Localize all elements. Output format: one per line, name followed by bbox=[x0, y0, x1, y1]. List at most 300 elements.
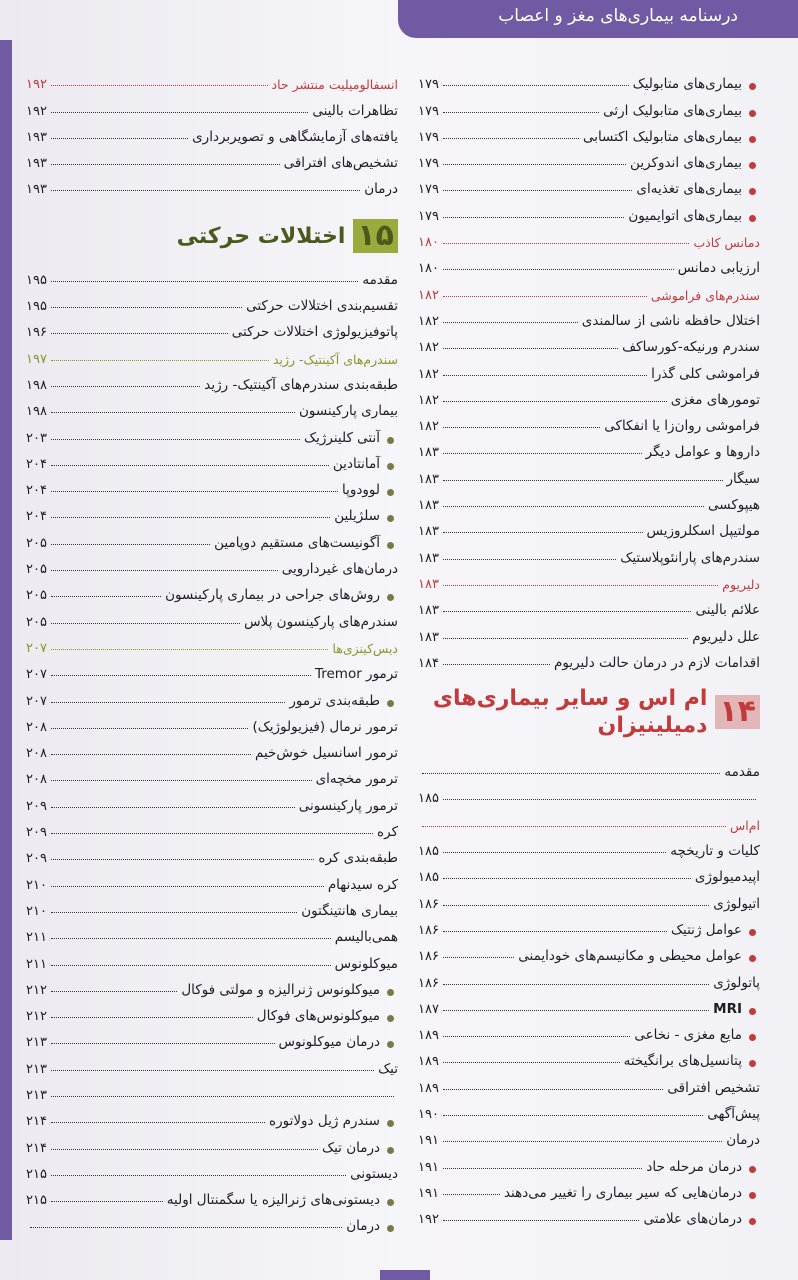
toc-entry-page: ۲۰۳ bbox=[26, 430, 47, 446]
toc-entry-title: MRI bbox=[713, 1001, 760, 1017]
toc-entry-page: ۱۹۲ bbox=[26, 103, 47, 119]
toc-entry-page: ۱۸۵ bbox=[418, 791, 439, 807]
toc-entry-title: دیس‌کینزی‌ها bbox=[332, 640, 398, 656]
dot-leader bbox=[51, 807, 295, 808]
toc-entry bbox=[418, 566, 760, 592]
toc-entry bbox=[418, 645, 760, 671]
toc-entry bbox=[418, 1069, 760, 1095]
toc-entry-title: علل دلیریوم bbox=[692, 628, 760, 645]
toc-entry-page: ۲۰۴ bbox=[26, 456, 47, 472]
chapter-14-heading bbox=[418, 685, 760, 740]
toc-entry-title: میوکلونوس bbox=[334, 955, 398, 972]
toc-entry-title: بیماری هانتینگتون bbox=[301, 902, 398, 919]
toc-entry-title: بیماری‌های متابولیک bbox=[633, 76, 760, 92]
toc-entry-title: سندرم‌های پارکینسون پلاس bbox=[244, 613, 398, 630]
toc-entry-page: ۱۷۹ bbox=[418, 182, 439, 198]
toc-entry-page: ۱۸۰ bbox=[418, 261, 439, 277]
toc-entry-title: اپیدمیولوژی bbox=[694, 869, 760, 886]
toc-entry-page: ۲۱۳ bbox=[26, 1087, 47, 1103]
dot-leader bbox=[422, 773, 720, 774]
toc-entry-page: ۱۹۱ bbox=[418, 1159, 439, 1175]
toc-entry bbox=[418, 119, 760, 145]
dot-leader bbox=[51, 138, 188, 139]
toc-entry-title: روش‌های جراحی در بیماری پارکینسون bbox=[165, 587, 398, 603]
dot-leader bbox=[443, 1168, 642, 1169]
toc-entry bbox=[418, 92, 760, 118]
toc-entry-page: ۱۸۵ bbox=[418, 844, 439, 860]
toc-entry-title: تومورهای مغزی bbox=[670, 391, 760, 408]
dot-leader bbox=[443, 878, 691, 879]
toc-entry-title: فراموشی کلی گذرا bbox=[651, 365, 760, 382]
dot-leader bbox=[443, 957, 514, 958]
toc-entry bbox=[418, 592, 760, 618]
toc-entry bbox=[26, 340, 398, 366]
toc-entry bbox=[26, 446, 398, 472]
toc-entry-title: درمان میوکلونوس bbox=[279, 1034, 398, 1050]
dot-leader bbox=[51, 1017, 253, 1018]
toc-entry-title: بیماری‌های اندوکرین bbox=[630, 155, 760, 171]
toc-entry bbox=[418, 780, 760, 806]
toc-entry bbox=[418, 513, 760, 539]
chapter-number: ۱۵ bbox=[353, 219, 398, 253]
dot-leader bbox=[51, 780, 312, 781]
toc-entry-page: ۱۸۵ bbox=[418, 870, 439, 886]
dot-leader bbox=[51, 886, 324, 887]
toc-entry-title: سندرم ژیل دولاتوره bbox=[269, 1113, 398, 1129]
dot-leader bbox=[51, 623, 240, 624]
toc-entry bbox=[418, 859, 760, 885]
toc-entry bbox=[418, 487, 760, 513]
toc-entry-page: ۲۱۰ bbox=[26, 903, 47, 919]
dot-leader bbox=[51, 1175, 346, 1176]
dot-leader bbox=[443, 296, 647, 297]
dot-leader bbox=[443, 217, 624, 218]
dot-leader bbox=[443, 190, 632, 191]
toc-entry-title: پتانسیل‌های برانگیخته bbox=[624, 1053, 760, 1069]
toc-entry-page: ۲۰۹ bbox=[26, 825, 47, 841]
toc-entry-page: ۲۰۷ bbox=[26, 667, 47, 683]
toc-entry bbox=[418, 938, 760, 964]
toc-entry bbox=[26, 1024, 398, 1050]
toc-entry-title: طبقه‌بندی ترمور bbox=[289, 693, 398, 709]
toc-entry-title: بیماری پارکینسون bbox=[298, 403, 398, 420]
toc-entry bbox=[26, 682, 398, 708]
dot-leader bbox=[51, 1122, 265, 1123]
toc-entry bbox=[418, 66, 760, 92]
dot-leader bbox=[443, 375, 647, 376]
toc-entry-page: ۱۸۲ bbox=[418, 313, 439, 329]
toc-entry-page: ۱۷۹ bbox=[418, 208, 439, 224]
toc-entry-page: ۲۱۴ bbox=[26, 1114, 47, 1130]
toc-entry-title: ترمور اسانسیل خوش‌خیم bbox=[255, 745, 398, 762]
toc-entry-title: بیماری‌های تغذیه‌ای bbox=[636, 181, 760, 197]
toc-entry-title: سندرم‌های آکینتیک- رژید bbox=[272, 351, 398, 367]
toc-entry bbox=[418, 1043, 760, 1069]
toc-entry-page: ۱۷۹ bbox=[418, 77, 439, 93]
dot-leader bbox=[443, 138, 579, 139]
toc-entry-page: ۱۹۵ bbox=[26, 272, 47, 288]
dot-leader bbox=[443, 1062, 620, 1063]
toc-entry-title: تقسیم‌بندی اختلالات حرکتی bbox=[246, 298, 398, 315]
toc-entry-title: پاتوفیزیولوژی اختلالات حرکتی bbox=[231, 324, 398, 341]
toc-entry-page: ۱۹۱ bbox=[418, 1133, 439, 1149]
toc-entry bbox=[26, 261, 398, 287]
toc-entry-page: ۱۷۹ bbox=[418, 156, 439, 172]
toc-entry-title: همی‌بالیسم bbox=[334, 929, 398, 946]
toc-entry bbox=[26, 551, 398, 577]
toc-entry-title: درمان‌های غیردارویی bbox=[281, 561, 398, 578]
toc-entry-page: ۲۰۸ bbox=[26, 719, 47, 735]
toc-entry bbox=[418, 754, 760, 780]
dot-leader bbox=[443, 85, 629, 86]
dot-leader bbox=[443, 243, 689, 244]
toc-entry bbox=[418, 1148, 760, 1174]
toc-entry bbox=[26, 603, 398, 629]
toc-entry-title: بیماری‌های متابولیک اکتسابی bbox=[583, 129, 760, 145]
dot-leader bbox=[443, 1141, 722, 1142]
dot-leader bbox=[51, 386, 200, 387]
toc-entry-title: عوامل محیطی و مکانیسم‌های خودایمنی bbox=[518, 948, 760, 964]
toc-entry-title: تشخیص‌های افتراقی bbox=[283, 155, 398, 172]
dot-leader bbox=[443, 164, 626, 165]
toc-entry bbox=[26, 498, 398, 524]
toc-entry-title: کره bbox=[377, 824, 398, 841]
dot-leader bbox=[51, 190, 360, 191]
toc-entry bbox=[26, 630, 398, 656]
toc-entry-page: ۲۱۵ bbox=[26, 1193, 47, 1209]
toc-entry bbox=[418, 197, 760, 223]
toc-entry-title: پیش‌آگهی bbox=[707, 1105, 760, 1122]
toc-entry bbox=[418, 833, 760, 859]
dot-leader bbox=[51, 570, 278, 571]
toc-entry bbox=[26, 840, 398, 866]
toc-entry-title: آگونیست‌های مستقیم دوپامین bbox=[214, 535, 398, 551]
toc-entry bbox=[418, 912, 760, 938]
toc-entry-page: ۲۰۴ bbox=[26, 509, 47, 525]
dot-leader bbox=[51, 1149, 318, 1150]
toc-entry-title: کلیات و تاریخچه bbox=[670, 843, 760, 860]
dot-leader bbox=[443, 1220, 639, 1221]
toc-entry-page: ۱۸۰ bbox=[418, 235, 439, 251]
toc-list-right-1 bbox=[418, 66, 760, 671]
toc-entry bbox=[418, 382, 760, 408]
toc-entry bbox=[26, 419, 398, 445]
toc-entry-page: ۱۸۹ bbox=[418, 1080, 439, 1096]
toc-entry-page: ۱۸۲ bbox=[418, 340, 439, 356]
toc-entry-page: ۱۹۱ bbox=[418, 1185, 439, 1201]
toc-entry-page: ۱۸۲ bbox=[418, 392, 439, 408]
toc-entry bbox=[26, 972, 398, 998]
dot-leader bbox=[443, 269, 674, 270]
toc-entry-title: فراموشی روان‌زا یا انفکاکی bbox=[604, 418, 760, 435]
toc-entry bbox=[26, 919, 398, 945]
toc-entry bbox=[26, 761, 398, 787]
toc-entry-page: ۱۸۳ bbox=[418, 550, 439, 566]
toc-entry-page: ۱۹۰ bbox=[418, 1106, 439, 1122]
toc-entry bbox=[26, 945, 398, 971]
toc-entry-page: ۱۹۳ bbox=[26, 129, 47, 145]
toc-entry-title: دیستونی bbox=[350, 1165, 398, 1182]
header-band bbox=[398, 0, 798, 38]
toc-entry-page: ۱۹۲ bbox=[418, 1212, 439, 1228]
toc-list-left-1 bbox=[26, 66, 398, 197]
toc-entry-title: مایع مغزی - نخاعی bbox=[634, 1027, 760, 1043]
dot-leader bbox=[51, 833, 373, 834]
toc-entry bbox=[26, 524, 398, 550]
dot-leader bbox=[443, 112, 599, 113]
toc-entry bbox=[26, 92, 398, 118]
toc-entry-page: ۱۹۸ bbox=[26, 404, 47, 420]
dot-leader bbox=[51, 702, 285, 703]
dot-leader bbox=[443, 401, 667, 402]
toc-entry-title: دمانس کاذب bbox=[693, 235, 760, 251]
toc-entry-title: مقدمه bbox=[724, 764, 760, 781]
dot-leader bbox=[443, 931, 667, 932]
toc-entry bbox=[26, 1129, 398, 1155]
toc-entry bbox=[418, 1122, 760, 1148]
dot-leader bbox=[443, 585, 718, 586]
toc-entry-title: سلژیلین bbox=[334, 508, 398, 524]
dot-leader bbox=[443, 348, 618, 349]
toc-entry bbox=[418, 276, 760, 302]
toc-entry-page: ۱۸۳ bbox=[418, 524, 439, 540]
toc-entry-page: ۱۸۲ bbox=[418, 366, 439, 382]
toc-entry-title: ام‌اس bbox=[730, 817, 760, 833]
toc-entry-page: ۲۱۵ bbox=[26, 1166, 47, 1182]
toc-entry-page: ۱۹۲ bbox=[26, 77, 47, 93]
toc-entry-page: ۲۱۲ bbox=[26, 1009, 47, 1025]
toc-entry-title: مقدمه bbox=[362, 271, 398, 288]
toc-entry bbox=[26, 472, 398, 498]
toc-entry-page: ۱۹۳ bbox=[26, 182, 47, 198]
dot-leader bbox=[443, 322, 578, 323]
toc-entry-page: ۲۱۲ bbox=[26, 982, 47, 998]
dot-leader bbox=[51, 1070, 374, 1071]
toc-entry-page: ۱۸۲ bbox=[418, 287, 439, 303]
toc-entry-title: اقدامات لازم در درمان حالت دلیریوم bbox=[553, 654, 760, 671]
toc-entry-title: میوکلونوس‌های فوکال bbox=[257, 1008, 398, 1024]
toc-entry bbox=[418, 171, 760, 197]
toc-entry-page: ۲۰۸ bbox=[26, 772, 47, 788]
toc-entry bbox=[418, 250, 760, 276]
toc-entry-page: ۱۸۷ bbox=[418, 1001, 439, 1017]
toc-entry-page: ۲۰۷ bbox=[26, 640, 47, 656]
toc-entry-title: اتیولوژی bbox=[713, 895, 760, 912]
toc-entry-title: درمان bbox=[346, 1218, 398, 1234]
toc-entry bbox=[418, 885, 760, 911]
toc-entry-title: داروها و عوامل دیگر bbox=[645, 444, 760, 461]
toc-entry-page: ۱۸۳ bbox=[418, 629, 439, 645]
toc-entry bbox=[26, 735, 398, 761]
toc-entry-title: پاتولوژی bbox=[713, 974, 760, 991]
toc-entry bbox=[26, 1050, 398, 1076]
toc-entry bbox=[418, 539, 760, 565]
toc-entry bbox=[26, 145, 398, 171]
toc-entry-title: یافته‌های آزمایشگاهی و تصویربرداری bbox=[192, 128, 398, 145]
toc-entry-title: کره سیدنهام bbox=[327, 876, 398, 893]
dot-leader bbox=[51, 517, 330, 518]
dot-leader bbox=[443, 1089, 663, 1090]
toc-entry bbox=[26, 1077, 398, 1103]
toc-entry-title: تظاهرات بالینی bbox=[312, 102, 398, 119]
dot-leader bbox=[51, 164, 280, 165]
toc-entry-page: ۲۰۵ bbox=[26, 562, 47, 578]
toc-entry-title: سندرم‌های فراموشی bbox=[650, 287, 760, 303]
toc-entry-page: ۲۱۰ bbox=[26, 877, 47, 893]
dot-leader bbox=[51, 912, 297, 913]
toc-entry-page: ۱۸۹ bbox=[418, 1028, 439, 1044]
toc-entry-page: ۲۰۹ bbox=[26, 851, 47, 867]
toc-entry-page: ۱۷۹ bbox=[418, 103, 439, 119]
toc-list-right-2 bbox=[418, 754, 760, 1227]
toc-entry-title: علائم بالینی bbox=[695, 602, 760, 619]
toc-entry-page: ۲۱۳ bbox=[26, 1035, 47, 1051]
dot-leader bbox=[443, 1036, 630, 1037]
dot-leader bbox=[51, 675, 311, 676]
toc-entry-page: ۲۰۴ bbox=[26, 483, 47, 499]
toc-entry bbox=[26, 393, 398, 419]
chapter-title: اختلالات حرکتی bbox=[176, 223, 346, 249]
toc-entry bbox=[26, 998, 398, 1024]
toc-entry bbox=[26, 171, 398, 197]
toc-entry-title: سیگار bbox=[726, 470, 760, 487]
toc-entry bbox=[26, 367, 398, 393]
toc-entry-title: بیماری‌های متابولیک ارثی bbox=[603, 103, 760, 119]
toc-entry bbox=[26, 1156, 398, 1182]
toc-entry bbox=[26, 866, 398, 892]
dot-leader bbox=[443, 480, 723, 481]
dot-leader bbox=[51, 965, 331, 966]
toc-entry-title: ترمور مخچه‌ای bbox=[315, 771, 398, 788]
toc-entry-title: درمان‌های علامتی bbox=[643, 1211, 760, 1227]
toc-entry-page: ۱۸۴ bbox=[418, 655, 439, 671]
dot-leader bbox=[443, 611, 692, 612]
toc-entry-title: دلیریوم bbox=[722, 576, 760, 592]
dot-leader bbox=[422, 826, 726, 827]
toc-entry bbox=[26, 1103, 398, 1129]
dot-leader bbox=[51, 85, 268, 86]
toc-entry-page: ۲۱۱ bbox=[26, 956, 47, 972]
dot-leader bbox=[51, 1201, 163, 1202]
toc-entry-page: ۱۸۶ bbox=[418, 922, 439, 938]
toc-entry-title: بیماری‌های اتوایمیون bbox=[628, 208, 760, 224]
dot-leader bbox=[443, 1010, 709, 1011]
toc-entry-page: ۱۸۳ bbox=[418, 498, 439, 514]
chapter-number: ۱۴ bbox=[715, 695, 760, 729]
toc-entry-page: ۲۱۱ bbox=[26, 930, 47, 946]
toc-entry-title: هیپوکسی bbox=[708, 497, 760, 514]
dot-leader bbox=[443, 532, 643, 533]
toc-entry bbox=[26, 814, 398, 840]
dot-leader bbox=[51, 333, 228, 334]
toc-entry-page: ۲۰۷ bbox=[26, 693, 47, 709]
dot-leader bbox=[443, 1115, 703, 1116]
dot-leader bbox=[51, 112, 308, 113]
toc-entry-page: ۱۸۶ bbox=[418, 975, 439, 991]
dot-leader bbox=[443, 852, 666, 853]
toc-entry-title: سندرم ورنیکه-کورساکف bbox=[622, 339, 760, 356]
dot-leader bbox=[51, 991, 177, 992]
toc-entry bbox=[418, 408, 760, 434]
toc-entry bbox=[418, 991, 760, 1017]
toc-entry bbox=[418, 329, 760, 355]
toc-entry-title: درمان bbox=[364, 181, 398, 198]
toc-entry-title: درمان bbox=[726, 1132, 760, 1149]
toc-entry-page: ۱۸۳ bbox=[418, 471, 439, 487]
dot-leader bbox=[51, 649, 328, 650]
dot-leader bbox=[51, 360, 269, 361]
toc-entry bbox=[26, 787, 398, 813]
toc-entry bbox=[26, 288, 398, 314]
toc-entry-page: ۱۸۶ bbox=[418, 896, 439, 912]
toc-entry-title: طبقه‌بندی سندرم‌های آکینتیک- رژید bbox=[204, 376, 398, 393]
toc-entry bbox=[418, 806, 760, 832]
dot-leader bbox=[51, 307, 242, 308]
toc-entry-title: انسفالومیلیت منتشر حاد bbox=[271, 77, 398, 93]
toc-entry bbox=[26, 577, 398, 603]
toc-entry-page: ۱۸۳ bbox=[418, 603, 439, 619]
toc-entry-page: ۲۰۵ bbox=[26, 535, 47, 551]
toc-entry-title: ترمور پارکینسونی bbox=[298, 797, 398, 814]
dot-leader bbox=[51, 439, 300, 440]
toc-entry bbox=[26, 1208, 398, 1234]
dot-leader bbox=[443, 664, 550, 665]
toc-entry-title: درمان مرحله حاد bbox=[646, 1159, 760, 1175]
toc-entry bbox=[418, 1096, 760, 1122]
toc-entry-page: ۱۹۸ bbox=[26, 377, 47, 393]
toc-entry bbox=[418, 224, 760, 250]
dot-leader bbox=[443, 799, 756, 800]
toc-entry-page: ۱۷۹ bbox=[418, 129, 439, 145]
toc-entry-title: اختلال حافظه ناشی از سالمندی bbox=[581, 312, 760, 329]
toc-entry-title: لوودوپا bbox=[342, 482, 398, 498]
dot-leader bbox=[443, 506, 704, 507]
chapter-15-heading bbox=[26, 219, 398, 253]
toc-entry-page: ۱۹۶ bbox=[26, 325, 47, 341]
toc-entry-page: ۱۹۳ bbox=[26, 156, 47, 172]
toc-entry-page: ۱۹۵ bbox=[26, 299, 47, 315]
toc-entry-page: ۱۹۷ bbox=[26, 351, 47, 367]
toc-entry-title: ترمور Tremor bbox=[314, 666, 398, 683]
toc-entry-page: ۱۸۶ bbox=[418, 949, 439, 965]
bottom-strip bbox=[380, 1270, 430, 1280]
toc-entry bbox=[418, 355, 760, 381]
toc-entry-page: ۲۱۳ bbox=[26, 1061, 47, 1077]
dot-leader bbox=[51, 754, 251, 755]
toc-entry bbox=[418, 618, 760, 644]
toc-entry-page: ۱۸۳ bbox=[418, 445, 439, 461]
dot-leader bbox=[443, 905, 709, 906]
dot-leader bbox=[443, 559, 616, 560]
toc-entry-page: ۲۰۵ bbox=[26, 614, 47, 630]
toc-entry-page: ۲۰۵ bbox=[26, 588, 47, 604]
dot-leader bbox=[443, 453, 642, 454]
toc-entry bbox=[26, 314, 398, 340]
toc-entry bbox=[418, 460, 760, 486]
toc-column-right bbox=[418, 66, 760, 1227]
toc-list-left-2 bbox=[26, 261, 398, 1234]
toc-entry-title: آنتی کلینرژیک bbox=[304, 430, 398, 446]
toc-entry-title: سندرم‌های پارانئوپلاستیک bbox=[620, 549, 760, 566]
toc-entry-title: دیستونی‌های ژنرالیزه یا سگمنتال اولیه bbox=[167, 1192, 398, 1208]
toc-entry bbox=[418, 303, 760, 329]
toc-entry-title: عوامل ژنتیک bbox=[671, 922, 760, 938]
toc-entry-page: ۲۰۹ bbox=[26, 798, 47, 814]
dot-leader bbox=[51, 281, 358, 282]
toc-entry-title: درمان تیک bbox=[322, 1140, 398, 1156]
toc-entry-page: ۱۸۲ bbox=[418, 419, 439, 435]
dot-leader bbox=[51, 412, 295, 413]
